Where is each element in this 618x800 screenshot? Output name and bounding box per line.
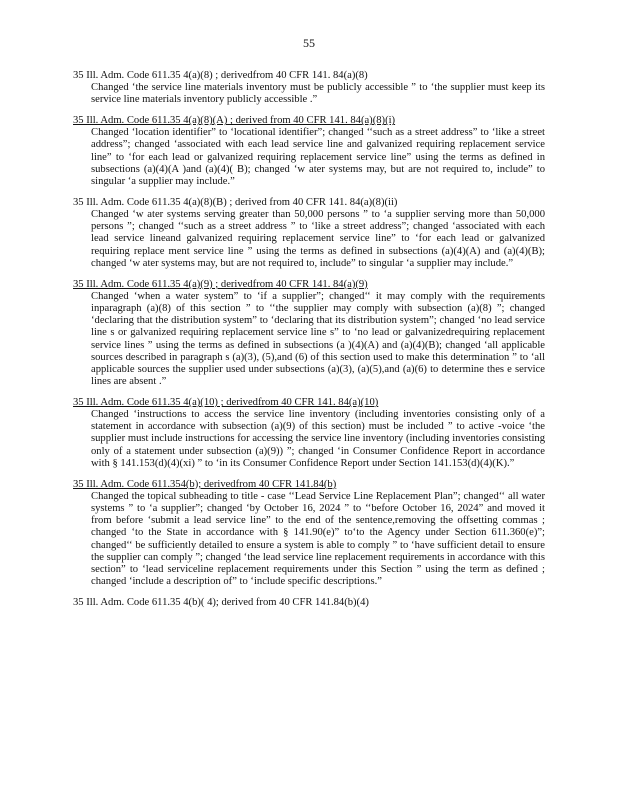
citation-body: Changed ‘the service line materials inventory must be publicly accessible ” to ‘the supplier must keep its service line materials inventory publicly accessible .” xyxy=(91,82,545,106)
citation-heading: 35 Ill. Adm. Code 611.35 4(a)(8)(A) ; derived from 40 CFR 141. 84(a)(8)(i) xyxy=(73,115,396,127)
citation-body: Changed ‘w ater systems serving greater than 50,000 persons ” to ‘a supplier serving more than 50,000 persons ”; changed ‘‘such as a street address ” to ‘like a street address”; changed ‘associated with each lead service lineand galvanized requiring replacement service line” to ‘for each lead or galvanized requiring replace ment service line ” using the terms as defined in subsections (a)(4)(A) and (a)(4)(B); changed ‘w ater systems may, but are not required to, include” to singular ‘a supplier may include.” xyxy=(91,209,545,269)
citation-entry xyxy=(73,115,545,188)
citation-heading: 35 Ill. Adm. Code 611.35 4(a)(9) ; derivedfrom 40 CFR 141. 84(a)(9) xyxy=(73,278,368,290)
citation-entry xyxy=(73,397,545,470)
citation-entry xyxy=(73,597,545,609)
page-number: 55 xyxy=(303,36,315,50)
citation-entry xyxy=(73,70,545,106)
citation-heading: 35 Ill. Adm. Code 611.35 4(b)( 4); derived from 40 CFR 141.84(b)(4) xyxy=(73,597,369,609)
citation-entry xyxy=(73,279,545,388)
citation-list xyxy=(73,70,545,618)
citation-body: Changed the topical subheading to title - case ‘‘Lead Service Line Replacement Plan”; changed‘‘ all water systems ” to ‘a supplier”; changed ‘by October 16, 2024 ” to ‘‘before October 16, 2024” and moved it from before ‘submit a lead service line” to the end of the sentence,removing the offsetting commas ; changed ‘to the State in accordance with § 141.90(e)” to‘to the Agency under Section 611.360(e)”; changed‘‘ be sufficiently detailed to ensure a system is able to comply ” to ‘have sufficient detail to ensure the supplier can comply ”; changed ‘the lead service line replacement requirements in accordance with this section” to ‘lead serviceline replacement requirements under this Section ” using the term as defined ; changed ‘include a description of” to ‘include specific descriptions.” xyxy=(91,490,545,587)
citation-heading: 35 Ill. Adm. Code 611.35 4(a)(8) ; derivedfrom 40 CFR 141. 84(a)(8) xyxy=(73,70,368,81)
citation-heading: 35 Ill. Adm. Code 611.354(b); derivedfrom 40 CFR 141.84(b) xyxy=(73,478,337,490)
citation-heading: 35 Ill. Adm. Code 611.35 4(a)(8)(B) ; derived from 40 CFR 141. 84(a)(8)(ii) xyxy=(73,197,398,209)
citation-heading: 35 Ill. Adm. Code 611.35 4(a)(10) ; derivedfrom 40 CFR 141. 84(a)(10) xyxy=(73,397,379,409)
citation-entry xyxy=(73,479,545,588)
citation-entry xyxy=(73,197,545,270)
citation-body: Changed ‘instructions to access the service line inventory (including inventories consisting only of a statement in accordance with subsection (a)(9) of this section) must be included ” to active -voice ‘the supplier must include instructions for accessing the service line inventory (including inventories consisting only of a statement under subsection (a)(9)) ”; changed ‘in Consumer Confidence Report in accordance with § 141.153(d)(4)(xi) ” to ‘in its Consumer Confidence Report under Section 141.153(d)(4)(K).” xyxy=(91,409,545,469)
citation-body: Changed ‘when a water system” to ‘if a supplier”; changed‘‘ it may comply with the requirements inparagraph (a)(8) of this section ” to ‘‘the supplier may comply with subsection (a)(8) ”; changed ‘declaring that the distribution system” to ‘declaring that its distribution system”; changed ‘no lead service line s or galvanized requiring replacement service line s” to ‘no lead or galvanizedrequiring replacement service lines ” using the terms as defined in subsections (a )(4)(A) and (a)(4)(B); changed ‘all applicable sources described in paragraph s (a)(3), (5),and (6) of this section used to make this determination ” to ‘all applicable sources the supplier used under subsections (a)(3), (a)(5),and (a)(6) to determine thes e service lines are absent .” xyxy=(91,290,545,387)
citation-body: Changed ‘location identifier” to ‘locational identifier”; changed ‘‘such as a street address” to ‘like a street address”; changed ‘associated with each lead service line and galvanized requiring replacement service line” to ‘for each lead or galvanized requiring replacement service line” using the terms as defined in subsections (a)(4)(A )and (a)(4)( B); changed ‘w ater systems may, but are not required to, include” to singular ‘a supplier may include.” xyxy=(91,127,545,187)
